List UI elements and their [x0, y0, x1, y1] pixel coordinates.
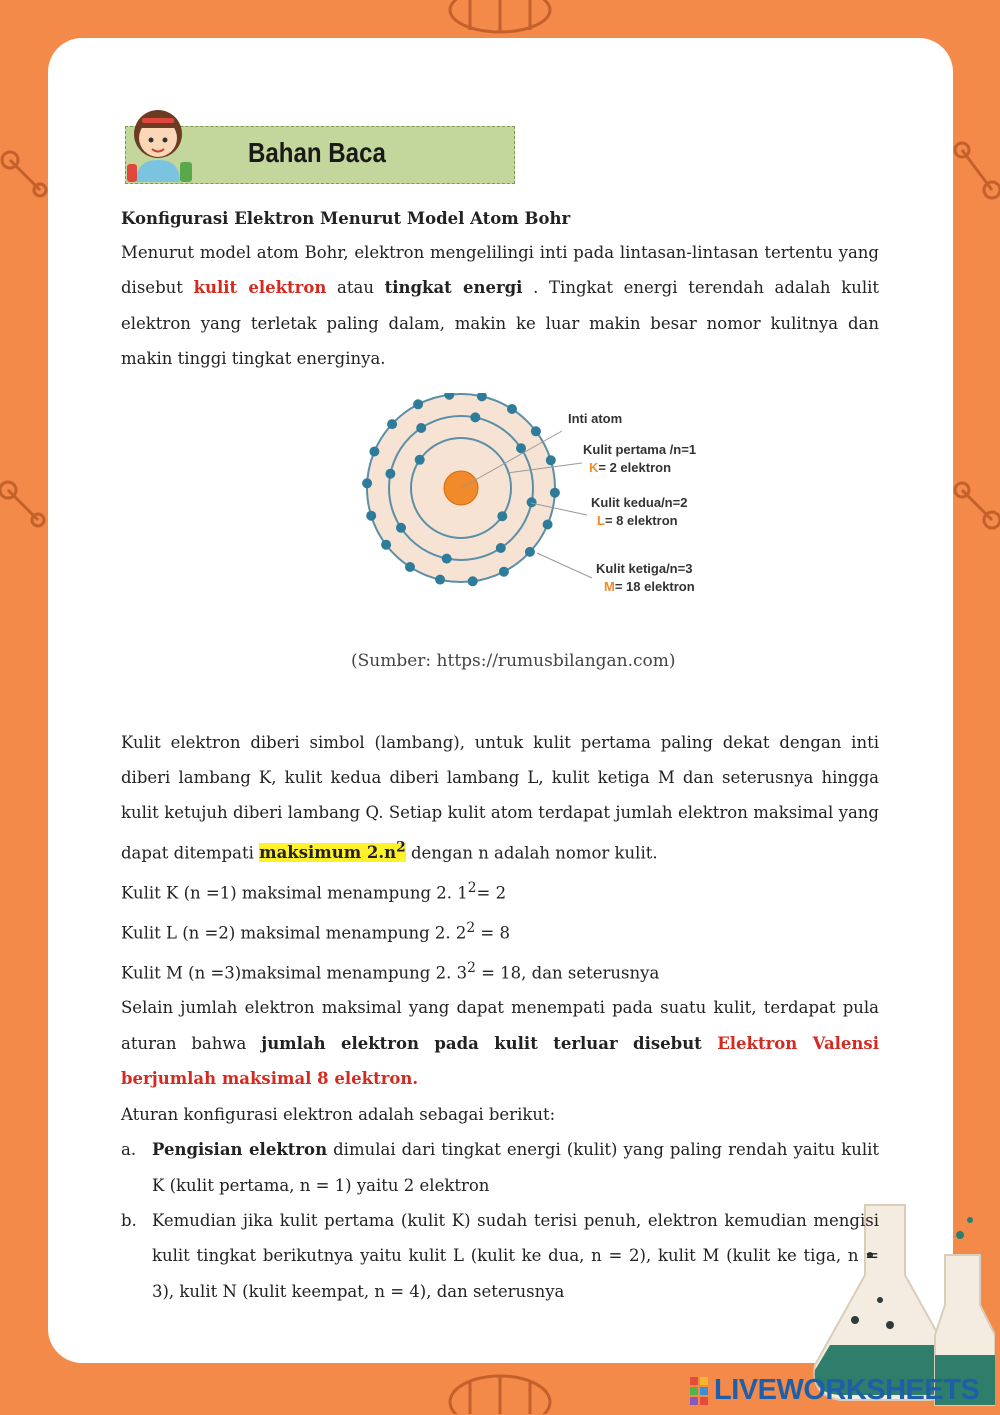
rule-item-a [121, 1132, 879, 1203]
label-inti-atom: Inti atom [568, 410, 623, 426]
rule-item-b [121, 1203, 879, 1309]
intro-paragraph [121, 235, 879, 377]
rule-body [152, 1203, 879, 1309]
label-kulit-l-value-row [591, 512, 687, 530]
molecule-decoration-right-mid [952, 470, 1000, 570]
term-kulit-elektron: kulit elektron [193, 278, 327, 298]
electron-l [396, 522, 406, 532]
electron-m [405, 562, 415, 572]
electron-m [369, 446, 379, 456]
label-l-value: = 8 elektron [604, 512, 678, 528]
reading-content [121, 203, 879, 1309]
electron-l [385, 468, 395, 478]
electron-k [415, 454, 425, 464]
figure-source: (Sumber: https://rumusbilangan.com) [351, 650, 676, 671]
rule-text: Kemudian jika kulit pertama (kulit K) sudah terisi penuh, elektron kemudian mengisi kulit tingkat berikutnya yaitu kulit L (kulit ke dua, n = 2), kulit M (kulit ke tiga, n = 3), kulit N (kulit keempat, n = 4), dan seterusnya [152, 1210, 879, 1301]
electron-m [531, 426, 541, 436]
symbol-paragraph [121, 725, 879, 871]
rule-marker: a. [121, 1140, 137, 1160]
electron-l [416, 423, 426, 433]
rule-marker: b. [121, 1210, 137, 1230]
electron-m [435, 574, 445, 584]
liveworksheets-watermark[interactable]: LIVEWORKSHEETS [714, 1374, 980, 1406]
electron-m [468, 576, 478, 586]
electron-l [496, 543, 506, 553]
shell-line-l-prefix: Kulit L (n =2) maksimal menampung 2. 2 [121, 923, 467, 943]
rule-bold: Pengisian elektron [152, 1140, 328, 1160]
valence-red: Elektron Valensi berjumlah maksimal 8 elektron. [121, 1033, 879, 1089]
section-title: Konfigurasi Elektron Menurut Model Atom Bohr [121, 209, 571, 228]
electron-l [442, 553, 452, 563]
valence-paragraph [121, 990, 879, 1096]
valence-text: Selain jumlah elektron maksimal yang dapat menempati pada suatu kulit, terdapat pula aturan bahwa [121, 998, 879, 1053]
electron-k [497, 511, 507, 521]
label-kulit-m [596, 560, 695, 596]
shell-line-k-suffix: = 2 [476, 883, 507, 903]
pointer-kulit-m [537, 553, 592, 578]
rule-body [152, 1132, 879, 1203]
shell-line-k-sup: 2 [467, 879, 477, 896]
rule-text: dimulai dari tingkat energi (kulit) yang paling rendah yaitu kulit K (kulit pertama, n = 1) yaitu 2 elektron [152, 1140, 880, 1195]
intro-text-3: . Tingkat energi terendah adalah kulit elektron yang terletak paling dalam, makin ke luar makin besar nomor kulitnya dan makin tinggi tingkat energinya. [121, 278, 880, 369]
dna-decoration-top [440, 0, 560, 38]
shell-line-l-sup: 2 [466, 919, 476, 936]
max-formula-highlight [259, 839, 406, 863]
label-k-value: = 2 elektron [598, 459, 672, 475]
molecule-decoration-right-top [952, 130, 1000, 250]
intro-text-2: atau [326, 278, 385, 298]
symbol-text-1: Kulit elektron diberi simbol (lambang), untuk kulit pertama paling dekat dengan inti diberi lambang K, kulit kedua diberi lambang L, kulit ketiga M dan seterusnya hingga kulit ketujuh diberi lambang Q. Setiap kulit atom terdapat jumlah elektron maksimal yang dapat ditempati [121, 732, 879, 863]
symbol-text-2: dengan n adalah nomor kulit. [405, 843, 658, 863]
valence-bold: jumlah elektron pada kulit terluar disebut [261, 1033, 702, 1053]
shell-line-l-suffix: = 8 [475, 923, 510, 943]
electron-m [366, 510, 376, 520]
label-kulit-k-title: Kulit pertama /n=1 [583, 441, 697, 457]
shell-line-l [121, 911, 879, 951]
label-m-key: M [604, 578, 615, 594]
bohr-atom-figure [121, 383, 879, 707]
electron-m [381, 539, 391, 549]
label-kulit-k-value-row [583, 459, 696, 477]
electron-m [499, 566, 509, 576]
label-l-key: L [597, 512, 605, 528]
bohr-atom-diagram [357, 393, 747, 633]
electron-m [387, 419, 397, 429]
intro-text-1: Menurut model atom Bohr, elektron mengelilingi inti pada lintasan-lintasan tertentu yang disebut [121, 243, 879, 298]
shell-line-m-prefix: Kulit M (n =3)maksimal menampung 2. 3 [121, 963, 468, 983]
label-kulit-l [591, 494, 687, 530]
shell-line-k-prefix: Kulit K (n =1) maksimal menampung 2. 1 [121, 883, 468, 903]
electron-m [543, 519, 553, 529]
banner-title: Bahan Baca [248, 137, 386, 168]
electron-l [527, 497, 537, 507]
electron-m [525, 547, 535, 557]
rules-intro: Aturan konfigurasi elektron adalah sebagai berikut: [121, 1104, 556, 1124]
electron-m [413, 399, 423, 409]
shell-line-m [121, 951, 879, 991]
term-tingkat-energi: tingkat energi [384, 278, 523, 298]
electron-m [546, 455, 556, 465]
dna-decoration-bottom [440, 1362, 560, 1414]
label-kulit-k [583, 441, 696, 477]
shell-line-m-suffix: = 18, dan seterusnya [475, 963, 660, 983]
max-formula-text: maksimum 2.n [259, 843, 397, 863]
label-kulit-m-title: Kulit ketiga/n=3 [596, 560, 693, 576]
label-m-value: = 18 elektron [614, 578, 695, 594]
shell-line-k [121, 871, 879, 911]
student-avatar-icon [124, 104, 204, 184]
electron-m [550, 487, 560, 497]
label-kulit-m-value-row [596, 578, 695, 596]
label-k-key: K [589, 459, 599, 475]
max-formula-sup: 2 [396, 839, 406, 856]
electron-m [507, 404, 517, 414]
label-kulit-l-title: Kulit kedua/n=2 [591, 494, 688, 510]
shell-line-m-sup: 2 [467, 959, 476, 976]
liveworksheets-logo-icon [690, 1377, 708, 1405]
electron-l [470, 412, 480, 422]
electron-m [362, 478, 372, 488]
